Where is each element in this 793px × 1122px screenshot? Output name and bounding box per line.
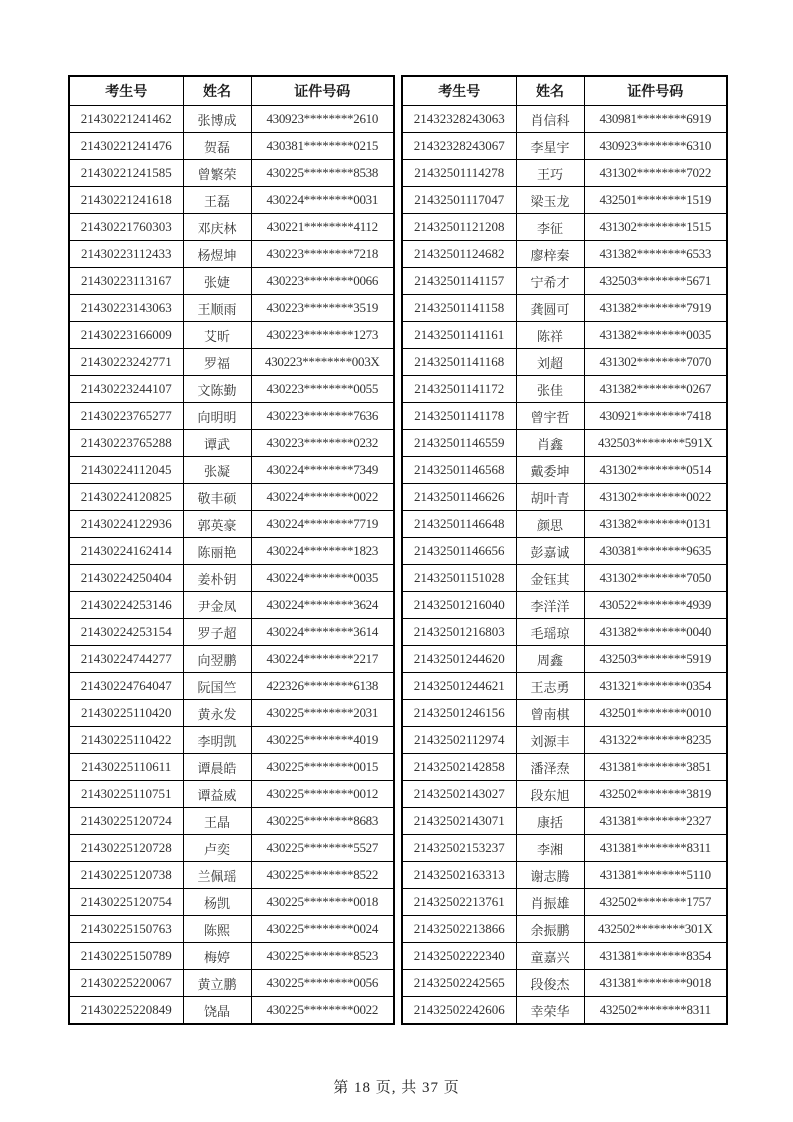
table-row	[69, 619, 394, 646]
table-row	[69, 430, 394, 457]
id-number-cell: 430223********7636	[251, 403, 394, 430]
name-cell: 郭英豪	[183, 511, 251, 538]
candidate-number-cell: 21432502222340	[402, 943, 516, 970]
name-cell: 王晶	[183, 808, 251, 835]
name-cell: 张婕	[183, 268, 251, 295]
name-cell: 敬丰硕	[183, 484, 251, 511]
name-cell: 余振鹏	[516, 916, 584, 943]
id-number-cell: 432501********0010	[584, 700, 727, 727]
candidate-number-cell: 21432501141168	[402, 349, 516, 376]
candidate-number-cell: 21430224744277	[69, 646, 183, 673]
roster-table-left	[68, 75, 395, 1025]
table-row	[402, 457, 727, 484]
table-row	[402, 484, 727, 511]
name-cell: 王顺雨	[183, 295, 251, 322]
candidate-number-cell: 21430224112045	[69, 457, 183, 484]
table-row	[69, 808, 394, 835]
id-number-cell: 432502********1757	[584, 889, 727, 916]
id-number-cell: 431381********3851	[584, 754, 727, 781]
id-number-cell: 430225********0012	[251, 781, 394, 808]
table-row	[402, 781, 727, 808]
table-row	[402, 295, 727, 322]
name-cell: 贺磊	[183, 133, 251, 160]
candidate-number-cell: 21430221241476	[69, 133, 183, 160]
candidate-number-cell: 21430225150789	[69, 943, 183, 970]
table-row	[402, 808, 727, 835]
id-number-cell: 430224********2217	[251, 646, 394, 673]
name-cell: 段东旭	[516, 781, 584, 808]
candidate-number-cell: 21430223166009	[69, 322, 183, 349]
column-header-name: 姓名	[516, 76, 584, 106]
candidate-number-cell: 21430225150763	[69, 916, 183, 943]
id-number-cell: 430522********4939	[584, 592, 727, 619]
name-cell: 谢志腾	[516, 862, 584, 889]
candidate-number-cell: 21430223244107	[69, 376, 183, 403]
candidate-number-cell: 21432501146568	[402, 457, 516, 484]
id-number-cell: 430224********7719	[251, 511, 394, 538]
name-cell: 罗福	[183, 349, 251, 376]
name-cell: 颜思	[516, 511, 584, 538]
candidate-number-cell: 21430224122936	[69, 511, 183, 538]
id-number-cell: 431382********0267	[584, 376, 727, 403]
table-body-left	[69, 106, 394, 1025]
table-row	[402, 322, 727, 349]
name-cell: 肖鑫	[516, 430, 584, 457]
name-cell: 梅婷	[183, 943, 251, 970]
candidate-number-cell: 21432501244620	[402, 646, 516, 673]
name-cell: 廖梓秦	[516, 241, 584, 268]
table-row	[69, 457, 394, 484]
id-number-cell: 431321********0354	[584, 673, 727, 700]
name-cell: 胡叶青	[516, 484, 584, 511]
candidate-number-cell: 21432501141157	[402, 268, 516, 295]
column-header-name: 姓名	[183, 76, 251, 106]
name-cell: 康括	[516, 808, 584, 835]
id-number-cell: 430923********6310	[584, 133, 727, 160]
id-number-cell: 430381********9635	[584, 538, 727, 565]
name-cell: 王志勇	[516, 673, 584, 700]
table-row	[69, 727, 394, 754]
id-number-cell: 430224********0035	[251, 565, 394, 592]
name-cell: 王磊	[183, 187, 251, 214]
name-cell: 阮国竺	[183, 673, 251, 700]
name-cell: 宁希才	[516, 268, 584, 295]
id-number-cell: 432502********8311	[584, 997, 727, 1025]
name-cell: 向明明	[183, 403, 251, 430]
name-cell: 肖振雄	[516, 889, 584, 916]
id-number-cell: 430224********3624	[251, 592, 394, 619]
candidate-number-cell: 21432501141158	[402, 295, 516, 322]
table-row	[69, 484, 394, 511]
id-number-cell: 430225********2031	[251, 700, 394, 727]
candidate-number-cell: 21432501244621	[402, 673, 516, 700]
table-row	[69, 322, 394, 349]
candidate-number-cell: 21432328243063	[402, 106, 516, 133]
id-number-cell: 430224********0031	[251, 187, 394, 214]
id-number-cell: 430224********0022	[251, 484, 394, 511]
column-header-exam-number: 考生号	[69, 76, 183, 106]
id-number-cell: 430981********6919	[584, 106, 727, 133]
table-row	[69, 241, 394, 268]
id-number-cell: 430223********7218	[251, 241, 394, 268]
name-cell: 尹金凤	[183, 592, 251, 619]
table-row	[402, 943, 727, 970]
roster-tables	[68, 75, 728, 1025]
page-footer: 第 18 页, 共 37 页	[333, 1080, 460, 1096]
column-header-id-number: 证件号码	[584, 76, 727, 106]
candidate-number-cell: 21432501216803	[402, 619, 516, 646]
table-row	[402, 997, 727, 1025]
candidate-number-cell: 21430221760303	[69, 214, 183, 241]
table-row	[69, 349, 394, 376]
candidate-number-cell: 21430225220849	[69, 997, 183, 1025]
table-row	[69, 403, 394, 430]
column-header-exam-number: 考生号	[402, 76, 516, 106]
candidate-number-cell: 21432502242565	[402, 970, 516, 997]
id-number-cell: 430224********1823	[251, 538, 394, 565]
table-row	[402, 538, 727, 565]
table-row	[402, 727, 727, 754]
candidate-number-cell: 21430225110611	[69, 754, 183, 781]
candidate-number-cell: 21430224253154	[69, 619, 183, 646]
column-header-id-number: 证件号码	[251, 76, 394, 106]
candidate-number-cell: 21432501151028	[402, 565, 516, 592]
id-number-cell: 430923********2610	[251, 106, 394, 133]
name-cell: 罗子超	[183, 619, 251, 646]
candidate-number-cell: 21430223143063	[69, 295, 183, 322]
table-body-right	[402, 106, 727, 1025]
header-row	[402, 76, 727, 106]
table-row	[69, 700, 394, 727]
table-row	[69, 592, 394, 619]
table-row	[402, 700, 727, 727]
candidate-number-cell: 21430224250404	[69, 565, 183, 592]
table-row	[69, 268, 394, 295]
table-row	[69, 160, 394, 187]
id-number-cell: 431382********0040	[584, 619, 727, 646]
id-number-cell: 430223********0066	[251, 268, 394, 295]
candidate-number-cell: 21432502213866	[402, 916, 516, 943]
id-number-cell: 430225********0056	[251, 970, 394, 997]
candidate-number-cell: 21432501124682	[402, 241, 516, 268]
name-cell: 杨煜坤	[183, 241, 251, 268]
id-number-cell: 430225********8538	[251, 160, 394, 187]
id-number-cell: 431302********7050	[584, 565, 727, 592]
roster-table-right	[401, 75, 728, 1025]
id-number-cell: 430223********0232	[251, 430, 394, 457]
candidate-number-cell: 21430225110751	[69, 781, 183, 808]
table-row	[402, 889, 727, 916]
table-row	[402, 511, 727, 538]
name-cell: 张佳	[516, 376, 584, 403]
id-number-cell: 431381********2327	[584, 808, 727, 835]
id-number-cell: 430223********003X	[251, 349, 394, 376]
name-cell: 向翌鹏	[183, 646, 251, 673]
candidate-number-cell: 21432502242606	[402, 997, 516, 1025]
candidate-number-cell: 21430225120728	[69, 835, 183, 862]
candidate-number-cell: 21430225220067	[69, 970, 183, 997]
candidate-number-cell: 21430223765288	[69, 430, 183, 457]
table-row	[402, 592, 727, 619]
table-row	[69, 916, 394, 943]
id-number-cell: 432503********5919	[584, 646, 727, 673]
table-row	[69, 511, 394, 538]
name-cell: 陈丽艳	[183, 538, 251, 565]
table-row	[69, 187, 394, 214]
candidate-number-cell: 21432502112974	[402, 727, 516, 754]
candidate-number-cell: 21432501146626	[402, 484, 516, 511]
table-row	[402, 430, 727, 457]
id-number-cell: 430225********8683	[251, 808, 394, 835]
table-row	[402, 619, 727, 646]
table-row	[402, 673, 727, 700]
name-cell: 彭嘉诚	[516, 538, 584, 565]
table-row	[402, 970, 727, 997]
table-row	[402, 835, 727, 862]
table-row	[402, 187, 727, 214]
name-cell: 黄立鹏	[183, 970, 251, 997]
table-row	[69, 565, 394, 592]
candidate-number-cell: 21432501121208	[402, 214, 516, 241]
table-row	[69, 970, 394, 997]
table-row	[69, 889, 394, 916]
name-cell: 李湘	[516, 835, 584, 862]
candidate-number-cell: 21430221241585	[69, 160, 183, 187]
id-number-cell: 432503********591X	[584, 430, 727, 457]
name-cell: 邓庆林	[183, 214, 251, 241]
table-row	[69, 133, 394, 160]
candidate-number-cell: 21432502213761	[402, 889, 516, 916]
name-cell: 周鑫	[516, 646, 584, 673]
id-number-cell: 431302********0514	[584, 457, 727, 484]
id-number-cell: 432502********3819	[584, 781, 727, 808]
name-cell: 谭益威	[183, 781, 251, 808]
name-cell: 段俊杰	[516, 970, 584, 997]
name-cell: 毛瑶琼	[516, 619, 584, 646]
name-cell: 饶晶	[183, 997, 251, 1025]
id-number-cell: 430223********3519	[251, 295, 394, 322]
id-number-cell: 431302********7022	[584, 160, 727, 187]
id-number-cell: 430381********0215	[251, 133, 394, 160]
candidate-number-cell: 21430223765277	[69, 403, 183, 430]
id-number-cell: 430225********0024	[251, 916, 394, 943]
candidate-number-cell: 21430223112433	[69, 241, 183, 268]
table-row	[402, 376, 727, 403]
candidate-number-cell: 21432502153237	[402, 835, 516, 862]
id-number-cell: 422326********6138	[251, 673, 394, 700]
table-row	[402, 916, 727, 943]
name-cell: 杨凯	[183, 889, 251, 916]
id-number-cell: 430225********5527	[251, 835, 394, 862]
name-cell: 李洋洋	[516, 592, 584, 619]
name-cell: 梁玉龙	[516, 187, 584, 214]
id-number-cell: 430225********8523	[251, 943, 394, 970]
id-number-cell: 432502********301X	[584, 916, 727, 943]
id-number-cell: 430921********7418	[584, 403, 727, 430]
name-cell: 文陈勤	[183, 376, 251, 403]
id-number-cell: 432503********5671	[584, 268, 727, 295]
table-header-left	[69, 76, 394, 106]
id-number-cell: 430223********1273	[251, 322, 394, 349]
id-number-cell: 431382********7919	[584, 295, 727, 322]
table-row	[69, 997, 394, 1025]
name-cell: 卢奕	[183, 835, 251, 862]
table-row	[69, 646, 394, 673]
table-row	[402, 403, 727, 430]
candidate-number-cell: 21432501146648	[402, 511, 516, 538]
id-number-cell: 430224********7349	[251, 457, 394, 484]
id-number-cell: 430225********0022	[251, 997, 394, 1025]
name-cell: 幸荣华	[516, 997, 584, 1025]
name-cell: 金钰其	[516, 565, 584, 592]
name-cell: 王巧	[516, 160, 584, 187]
candidate-number-cell: 21432502143071	[402, 808, 516, 835]
table-row	[402, 646, 727, 673]
candidate-number-cell: 21430221241618	[69, 187, 183, 214]
candidate-number-cell: 21430225120738	[69, 862, 183, 889]
id-number-cell: 431381********8311	[584, 835, 727, 862]
id-number-cell: 431381********5110	[584, 862, 727, 889]
table-row	[402, 268, 727, 295]
candidate-number-cell: 21432502142858	[402, 754, 516, 781]
table-row	[69, 943, 394, 970]
candidate-number-cell: 21430225120724	[69, 808, 183, 835]
table-row	[69, 106, 394, 133]
candidate-number-cell: 21432502163313	[402, 862, 516, 889]
candidate-number-cell: 21430224162414	[69, 538, 183, 565]
table-header-right	[402, 76, 727, 106]
name-cell: 张博成	[183, 106, 251, 133]
id-number-cell: 431381********9018	[584, 970, 727, 997]
name-cell: 姜朴钥	[183, 565, 251, 592]
candidate-number-cell: 21432501246156	[402, 700, 516, 727]
candidate-number-cell: 21432501146656	[402, 538, 516, 565]
id-number-cell: 430223********0055	[251, 376, 394, 403]
name-cell: 肖信科	[516, 106, 584, 133]
candidate-number-cell: 21430225110422	[69, 727, 183, 754]
candidate-number-cell: 21430225110420	[69, 700, 183, 727]
candidate-number-cell: 21430224120825	[69, 484, 183, 511]
name-cell: 李星宇	[516, 133, 584, 160]
candidate-number-cell: 21430225120754	[69, 889, 183, 916]
table-row	[402, 862, 727, 889]
id-number-cell: 431382********0131	[584, 511, 727, 538]
id-number-cell: 430221********4112	[251, 214, 394, 241]
name-cell: 曾繁荣	[183, 160, 251, 187]
name-cell: 艾昕	[183, 322, 251, 349]
name-cell: 潘泽焘	[516, 754, 584, 781]
id-number-cell: 430225********8522	[251, 862, 394, 889]
candidate-number-cell: 21432502143027	[402, 781, 516, 808]
id-number-cell: 430225********0015	[251, 754, 394, 781]
table-row	[402, 565, 727, 592]
table-row	[402, 214, 727, 241]
table-row	[69, 214, 394, 241]
table-row	[402, 241, 727, 268]
candidate-number-cell: 21432501146559	[402, 430, 516, 457]
name-cell: 张凝	[183, 457, 251, 484]
name-cell: 曾宇哲	[516, 403, 584, 430]
name-cell: 刘源丰	[516, 727, 584, 754]
header-row	[69, 76, 394, 106]
id-number-cell: 431322********8235	[584, 727, 727, 754]
table-row	[402, 133, 727, 160]
name-cell: 李明凯	[183, 727, 251, 754]
id-number-cell: 430225********4019	[251, 727, 394, 754]
candidate-number-cell: 21430221241462	[69, 106, 183, 133]
name-cell: 曾南棋	[516, 700, 584, 727]
table-row	[69, 295, 394, 322]
name-cell: 兰佩瑶	[183, 862, 251, 889]
id-number-cell: 431302********7070	[584, 349, 727, 376]
candidate-number-cell: 21430224253146	[69, 592, 183, 619]
name-cell: 谭晨皓	[183, 754, 251, 781]
candidate-number-cell: 21432501114278	[402, 160, 516, 187]
candidate-number-cell: 21432501117047	[402, 187, 516, 214]
name-cell: 陈熙	[183, 916, 251, 943]
name-cell: 刘超	[516, 349, 584, 376]
table-row	[69, 835, 394, 862]
id-number-cell: 431302********1515	[584, 214, 727, 241]
name-cell: 龚圆可	[516, 295, 584, 322]
id-number-cell: 430225********0018	[251, 889, 394, 916]
table-row	[402, 349, 727, 376]
name-cell: 黄永发	[183, 700, 251, 727]
id-number-cell: 431302********0022	[584, 484, 727, 511]
candidate-number-cell: 21432501141172	[402, 376, 516, 403]
table-row	[402, 754, 727, 781]
table-row	[69, 862, 394, 889]
name-cell: 李征	[516, 214, 584, 241]
candidate-number-cell: 21430224764047	[69, 673, 183, 700]
table-row	[69, 376, 394, 403]
id-number-cell: 431382********6533	[584, 241, 727, 268]
candidate-number-cell: 21432501141178	[402, 403, 516, 430]
candidate-number-cell: 21432501216040	[402, 592, 516, 619]
table-row	[69, 538, 394, 565]
id-number-cell: 431382********0035	[584, 322, 727, 349]
name-cell: 童嘉兴	[516, 943, 584, 970]
table-row	[69, 781, 394, 808]
table-row	[402, 160, 727, 187]
name-cell: 谭武	[183, 430, 251, 457]
candidate-number-cell: 21432328243067	[402, 133, 516, 160]
id-number-cell: 430224********3614	[251, 619, 394, 646]
id-number-cell: 431381********8354	[584, 943, 727, 970]
candidate-number-cell: 21432501141161	[402, 322, 516, 349]
table-row	[69, 673, 394, 700]
candidate-number-cell: 21430223113167	[69, 268, 183, 295]
candidate-number-cell: 21430223242771	[69, 349, 183, 376]
name-cell: 陈祥	[516, 322, 584, 349]
name-cell: 戴委坤	[516, 457, 584, 484]
id-number-cell: 432501********1519	[584, 187, 727, 214]
table-row	[69, 754, 394, 781]
table-row	[402, 106, 727, 133]
